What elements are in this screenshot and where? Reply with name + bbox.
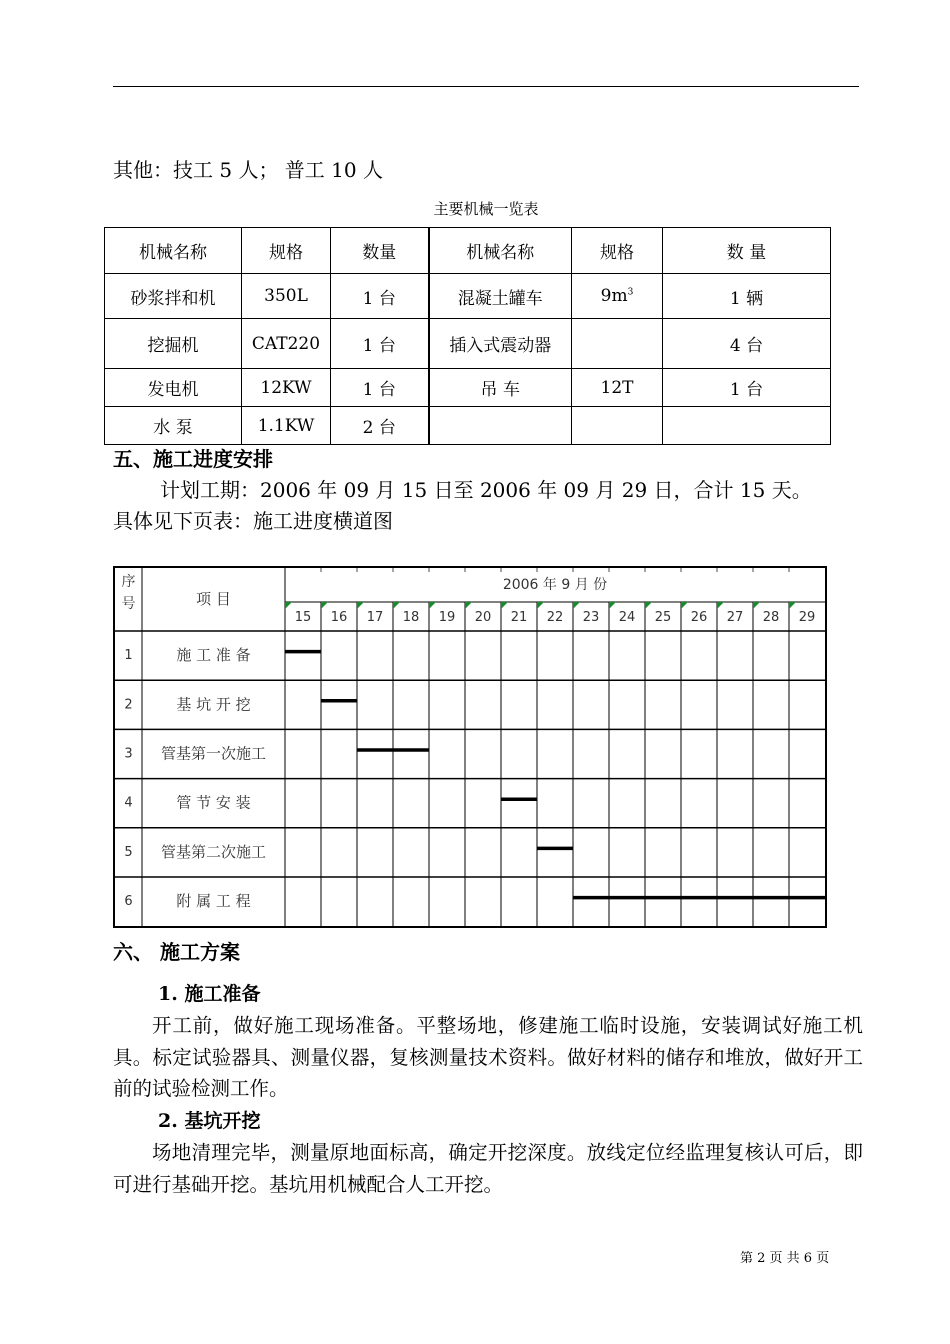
task-name: 管基第二次施工 bbox=[160, 842, 267, 861]
table-cell: 2 台 bbox=[331, 407, 429, 445]
day-label: 19 bbox=[438, 610, 456, 625]
day-corner-marker bbox=[393, 602, 400, 609]
day-corner-marker bbox=[609, 602, 616, 609]
task-number: 6 bbox=[124, 894, 133, 910]
header-cell: 数 量 bbox=[663, 228, 831, 274]
day-label: 16 bbox=[330, 610, 348, 625]
day-corner-marker bbox=[357, 602, 364, 609]
table-row bbox=[105, 407, 831, 445]
day-corner-marker bbox=[717, 602, 724, 609]
day-label: 24 bbox=[618, 610, 636, 625]
header-cell: 机械名称 bbox=[105, 228, 242, 274]
schedule-period: 计划工期：2006 年 09 月 15 日至 2006 年 09 月 29 日，合计 15 天。 bbox=[160, 478, 812, 502]
header-cell: 数量 bbox=[331, 228, 429, 274]
seq-header-label: 号 bbox=[121, 596, 136, 612]
day-label: 23 bbox=[582, 610, 600, 625]
schedule-reference: 具体见下页表：施工进度横道图 bbox=[113, 509, 393, 533]
day-label: 27 bbox=[726, 610, 744, 625]
task-number: 1 bbox=[124, 648, 133, 664]
table-cell: 4 台 bbox=[663, 319, 831, 369]
table-cell: 水 泵 bbox=[105, 407, 242, 445]
table-cell: 350L bbox=[242, 274, 331, 319]
task-name: 附 属 工 程 bbox=[176, 892, 251, 911]
day-label: 18 bbox=[402, 610, 420, 625]
subsection-1-title: 1. 施工准备 bbox=[158, 983, 261, 1005]
table-row bbox=[105, 369, 831, 407]
task-name: 管基第一次施工 bbox=[160, 744, 267, 763]
day-label: 21 bbox=[510, 610, 528, 625]
table-cell bbox=[572, 274, 663, 319]
table-cell: 吊 车 bbox=[429, 369, 572, 407]
day-corner-marker bbox=[753, 602, 760, 609]
day-label: 26 bbox=[690, 610, 708, 625]
header-rule bbox=[113, 86, 859, 87]
table-cell: 1.1KW bbox=[242, 407, 331, 445]
day-corner-marker bbox=[537, 602, 544, 609]
day-corner-marker bbox=[285, 602, 292, 609]
month-header-label: 2006 年 9 月 份 bbox=[502, 577, 608, 593]
table-cell: 1 台 bbox=[331, 274, 429, 319]
day-corner-marker bbox=[573, 602, 580, 609]
table-cell: 挖掘机 bbox=[105, 319, 242, 369]
task-name: 基 坑 开 挖 bbox=[176, 695, 251, 714]
table-row bbox=[105, 319, 831, 369]
day-label: 15 bbox=[294, 610, 312, 625]
day-label: 29 bbox=[798, 610, 816, 625]
day-label: 22 bbox=[546, 610, 564, 625]
day-label: 17 bbox=[366, 610, 384, 625]
header-cell: 规格 bbox=[572, 228, 663, 274]
seq-header-label: 序 bbox=[121, 574, 136, 590]
day-corner-marker bbox=[321, 602, 328, 609]
table-cell: 砂浆拌和机 bbox=[105, 274, 242, 319]
table-cell bbox=[572, 407, 663, 445]
table-cell: CAT220 bbox=[242, 319, 331, 369]
table-cell: 1 台 bbox=[663, 369, 831, 407]
subsection-2-title: 2. 基坑开挖 bbox=[158, 1110, 261, 1132]
task-name: 施 工 准 备 bbox=[176, 646, 251, 665]
task-number: 4 bbox=[124, 795, 133, 811]
task-number: 3 bbox=[124, 746, 133, 762]
gantt-chart bbox=[113, 566, 827, 928]
superscript: 3 bbox=[627, 287, 634, 298]
day-corner-marker bbox=[429, 602, 436, 609]
machine-table bbox=[104, 227, 831, 445]
day-corner-marker bbox=[645, 602, 652, 609]
day-label: 28 bbox=[762, 610, 780, 625]
table-cell: 发电机 bbox=[105, 369, 242, 407]
table-cell: 混凝土罐车 bbox=[429, 274, 572, 319]
day-corner-marker bbox=[789, 602, 796, 609]
day-label: 25 bbox=[654, 610, 672, 625]
day-corner-marker bbox=[681, 602, 688, 609]
table-cell bbox=[572, 319, 663, 369]
table-row bbox=[105, 274, 831, 319]
subsection-2-text: 场地清理完毕，测量原地面标高，确定开挖深度。放线定位经监理复核认可后，即可进行基础开挖。基坑用机械配合人工开挖。 bbox=[113, 1141, 863, 1196]
other-staff-line: 其他：技工 5 人； 普工 10 人 bbox=[113, 158, 383, 182]
table-cell: 12KW bbox=[242, 369, 331, 407]
table-cell: 12T bbox=[572, 369, 663, 407]
day-corner-marker bbox=[465, 602, 472, 609]
machine-table-caption: 主要机械一览表 bbox=[433, 200, 539, 218]
table-cell bbox=[429, 407, 572, 445]
machine-table-header bbox=[105, 228, 831, 274]
table-cell: 1 台 bbox=[331, 369, 429, 407]
subsection-1-text: 开工前，做好施工现场准备。平整场地，修建施工临时设施，安装调试好施工机具。标定试验器具、测量仪器，复核测量技术资料。做好材料的储存和堆放，做好开工前的试验检测工作。 bbox=[113, 1014, 863, 1100]
task-number: 2 bbox=[124, 697, 133, 713]
table-cell: 1 台 bbox=[331, 319, 429, 369]
header-cell: 机械名称 bbox=[429, 228, 572, 274]
section6-title: 六、 施工方案 bbox=[113, 940, 240, 964]
gantt-svg bbox=[115, 568, 825, 926]
table-cell: 1 辆 bbox=[663, 274, 831, 319]
table-cell bbox=[663, 407, 831, 445]
task-name: 管 节 安 装 bbox=[176, 793, 251, 812]
day-corner-marker bbox=[501, 602, 508, 609]
spec-value: 9m bbox=[600, 286, 628, 306]
header-cell: 规格 bbox=[242, 228, 331, 274]
day-label: 20 bbox=[474, 610, 492, 625]
item-header-label: 项 目 bbox=[196, 590, 231, 608]
section5-title: 五、施工进度安排 bbox=[113, 447, 273, 471]
table-cell: 插入式震动器 bbox=[429, 319, 572, 369]
page-footer: 第 2 页 共 6 页 bbox=[740, 1251, 830, 1266]
task-number: 5 bbox=[124, 844, 133, 860]
